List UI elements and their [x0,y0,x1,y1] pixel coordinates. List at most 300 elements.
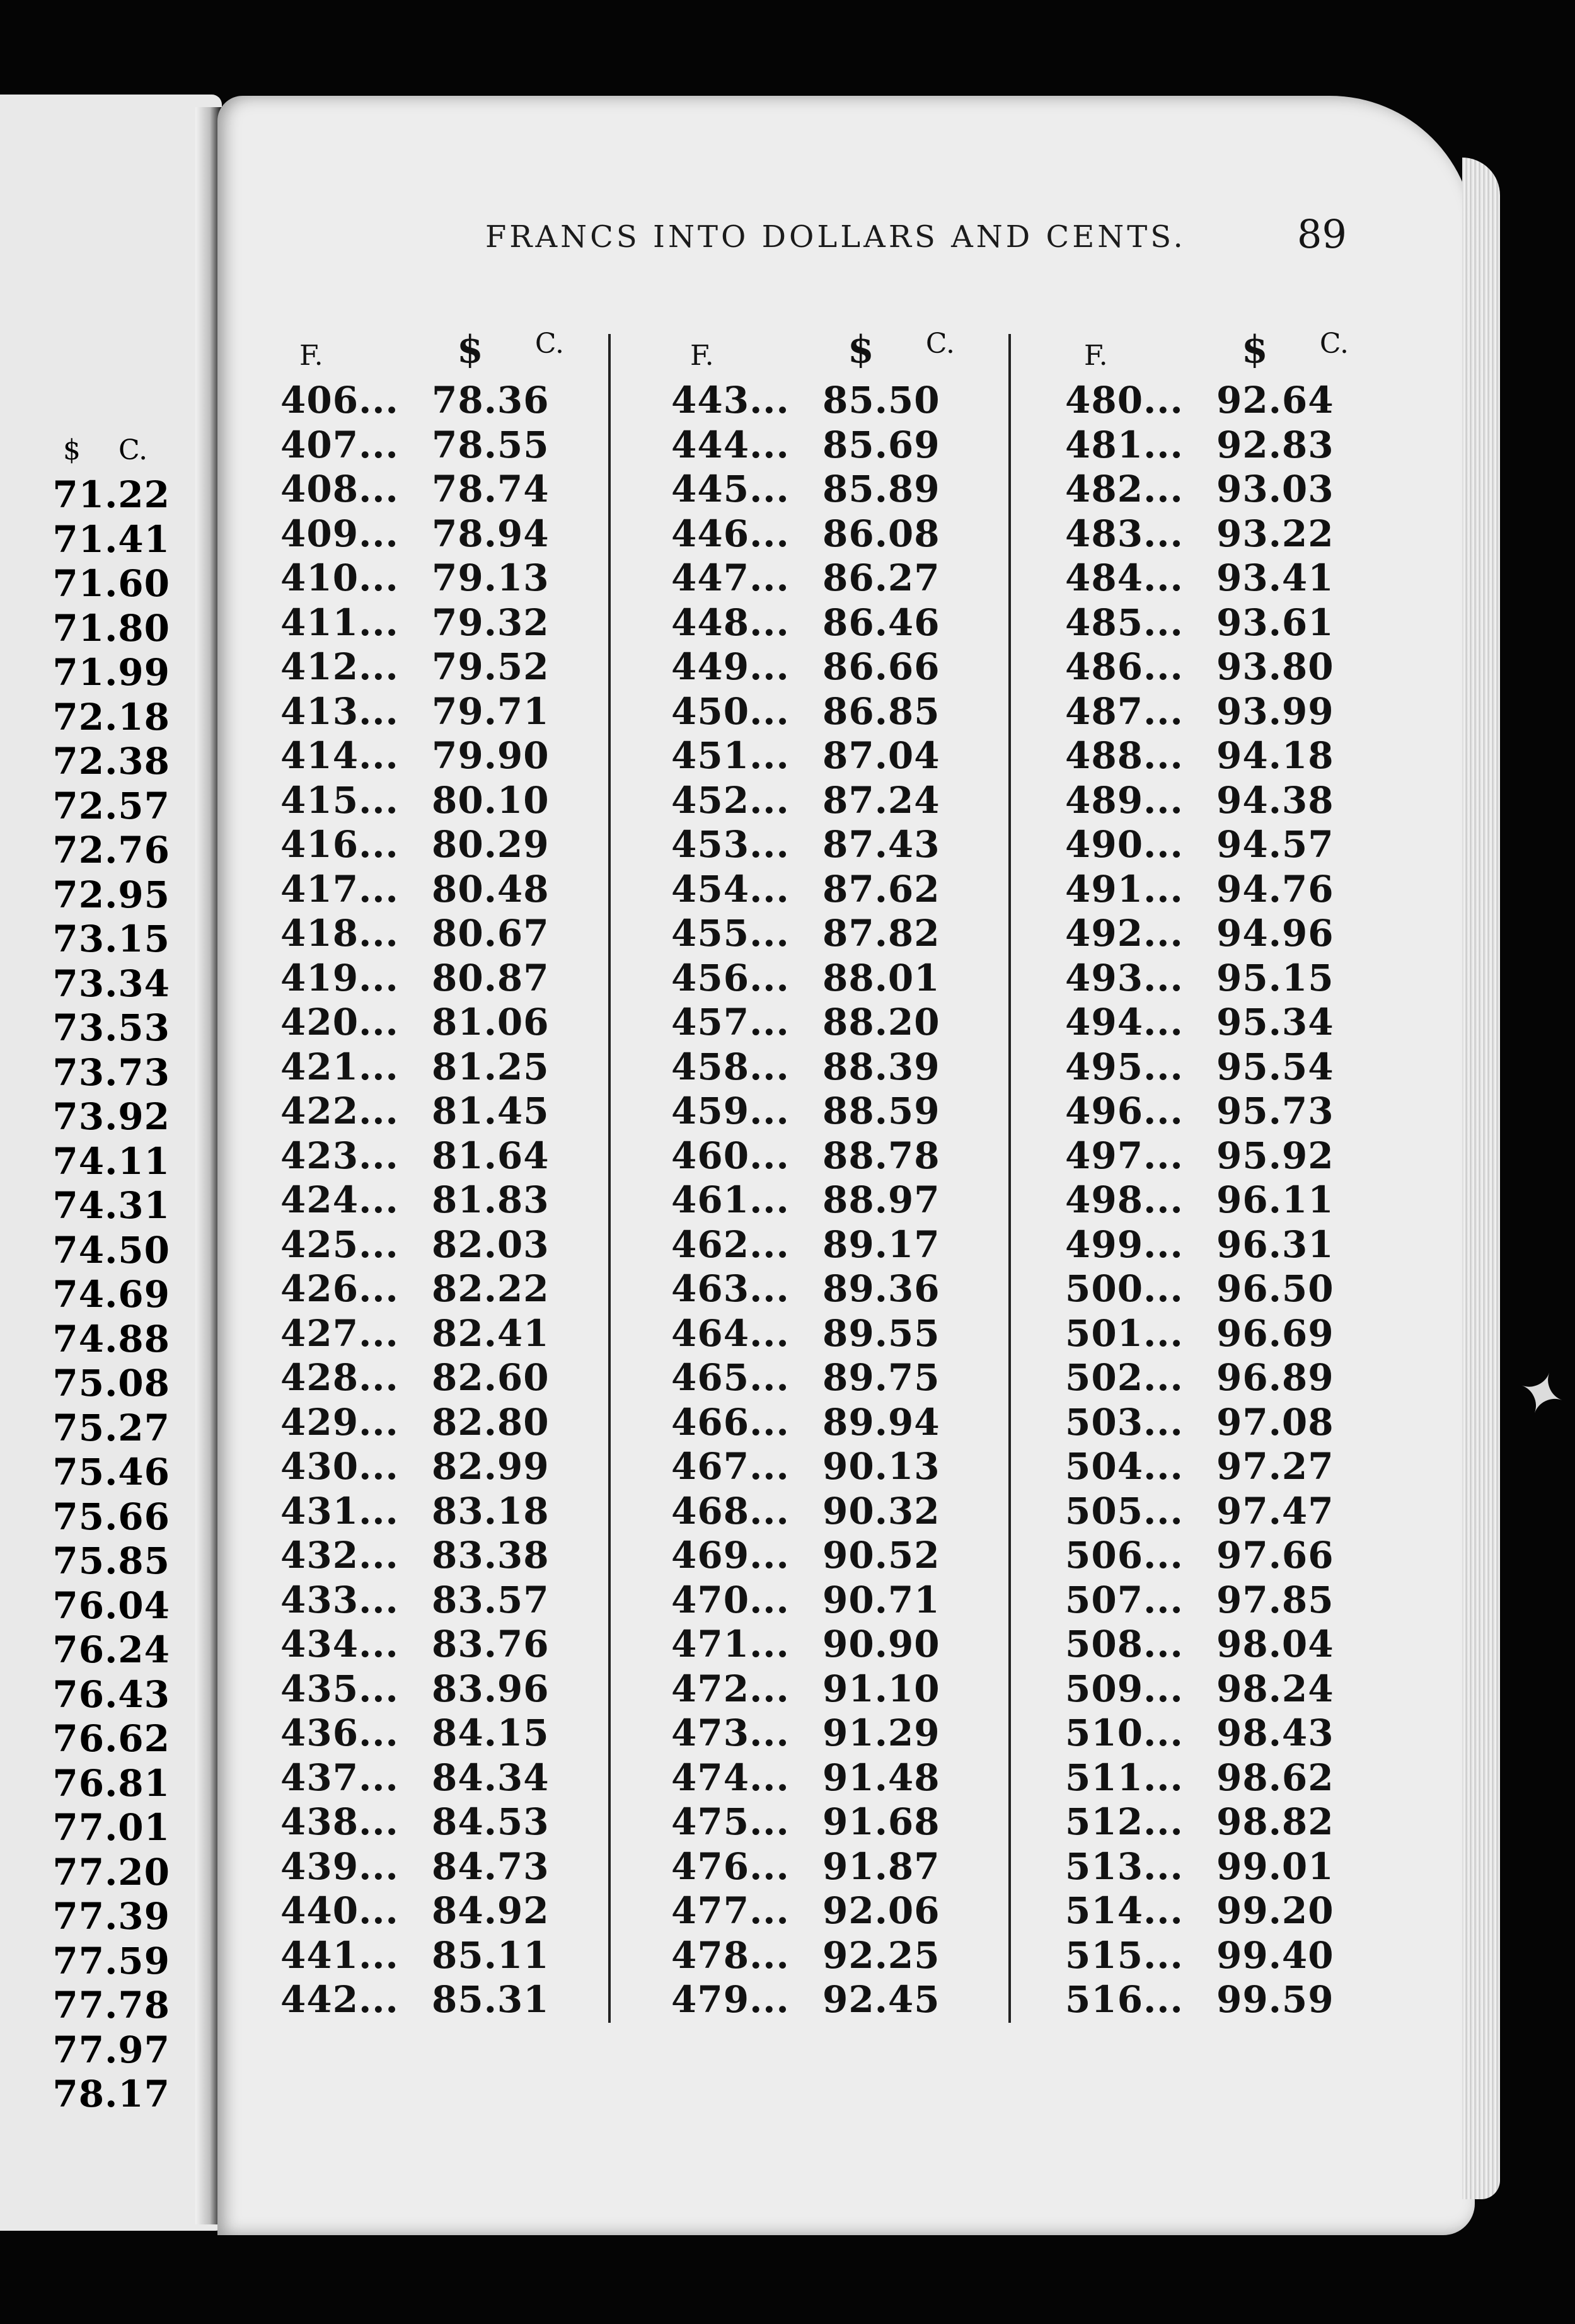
dollars-value: 86.27 [822,556,940,600]
francs-value: 421... [280,1045,399,1088]
facing-page [0,95,222,2231]
table-row [280,378,577,423]
dollars-value: 91.87 [822,1844,940,1888]
dollars-value: 95.34 [1216,1001,1334,1044]
francs-value: 409... [280,512,399,555]
francs-value: 510... [1065,1711,1184,1755]
table-rows [280,378,577,2022]
table-row [671,1178,967,1222]
table-row [1065,1178,1361,1222]
francs-value: 428... [280,1356,399,1400]
table-column-3 [1065,328,1361,2022]
francs-value: 464... [671,1311,790,1355]
table-row [280,1844,577,1889]
table-row [671,689,967,734]
table-row [1065,1355,1361,1400]
table-row [280,1311,577,1356]
table-row [1065,1844,1361,1889]
facing-page-value: 71.22 [52,473,170,517]
facing-page-value: 74.31 [52,1184,170,1228]
table-row [1065,956,1361,1001]
dollar-sign-header: $ [1242,328,1268,372]
francs-value: 507... [1065,1578,1184,1621]
dollars-value: 81.25 [432,1045,550,1088]
francs-value: 488... [1065,734,1184,778]
dollars-value: 99.01 [1216,1844,1334,1888]
table-row [671,1311,967,1356]
table-row [280,512,577,556]
dollars-value: 81.06 [432,1001,550,1044]
dollars-value: 83.76 [432,1623,550,1666]
francs-value: 475... [671,1800,790,1844]
table-row [1065,1222,1361,1267]
francs-value: 410... [280,556,399,600]
francs-value: 445... [671,468,790,511]
francs-value: 418... [280,912,399,955]
francs-value: 449... [671,645,790,689]
facing-page-rows [0,473,195,2117]
table-row [1065,1045,1361,1090]
page-number: 89 [1297,211,1347,257]
dollars-value: 90.13 [822,1445,940,1488]
dollars-cents-header [1216,328,1361,372]
table-row [1065,1134,1361,1178]
table-row [1065,1933,1361,1978]
table-row [671,423,967,468]
dollars-value: 82.99 [432,1445,550,1488]
table-row [280,733,577,778]
table-row [671,1578,967,1623]
facing-page-value: 77.01 [52,1806,170,1849]
dollars-value: 93.03 [1216,468,1334,511]
table-row [1065,512,1361,556]
cents-header: C. [1319,328,1349,360]
dollars-value: 87.82 [822,912,940,955]
francs-value: 426... [280,1267,399,1311]
table-row [1065,1800,1361,1844]
dollars-value: 91.10 [822,1667,940,1710]
francs-value: 407... [280,423,399,466]
francs-value: 411... [280,601,399,644]
francs-value: 408... [280,468,399,511]
table-row [280,1222,577,1267]
francs-value: 467... [671,1445,790,1488]
facing-page-value: 77.59 [52,1939,170,1982]
table-row [1065,423,1361,468]
dollars-value: 79.32 [432,601,550,644]
dollars-value: 87.43 [822,823,940,866]
francs-value: 472... [671,1667,790,1710]
dollars-value: 89.17 [822,1222,940,1266]
francs-value: 456... [671,956,790,999]
facing-page-value: 72.76 [52,829,170,872]
facing-page-value: 76.04 [52,1584,170,1627]
facing-page-value: 75.46 [52,1451,170,1494]
facing-page-value: 72.38 [52,740,170,783]
dollars-value: 82.22 [432,1267,550,1311]
dollars-value: 97.66 [1216,1534,1334,1577]
dollars-value: 78.94 [432,512,550,555]
dollars-value: 93.99 [1216,689,1334,733]
francs-value: 425... [280,1222,399,1266]
table-row [671,1355,967,1400]
page-edges [1462,158,1500,2199]
dollars-value: 92.25 [822,1933,940,1977]
table-row [1065,1267,1361,1311]
table-row [280,1756,577,1800]
table-row [280,867,577,912]
table-row [280,1489,577,1534]
dollars-value: 93.22 [1216,512,1334,555]
francs-value: 441... [280,1933,399,1977]
dollars-value: 92.83 [1216,423,1334,466]
francs-header: F. [299,340,323,372]
table-row [671,778,967,823]
table-row [280,1000,577,1045]
dollars-value: 88.97 [822,1178,940,1222]
table-row [671,1667,967,1711]
facing-page-value: 75.08 [52,1362,170,1405]
francs-value: 434... [280,1623,399,1666]
dollars-value: 81.45 [432,1090,550,1133]
table-row [1065,601,1361,645]
table-row [1065,778,1361,823]
table-row [671,1800,967,1844]
facing-page-value: 74.50 [52,1228,170,1272]
francs-value: 501... [1065,1311,1184,1355]
francs-value: 493... [1065,956,1184,999]
table-row [671,1489,967,1534]
francs-value: 431... [280,1489,399,1533]
dollars-value: 88.20 [822,1001,940,1044]
table-row [280,1134,577,1178]
table-row [671,1000,967,1045]
facing-page-value: 74.11 [52,1139,170,1183]
dollars-value: 90.71 [822,1578,940,1621]
dollars-value: 95.15 [1216,956,1334,999]
facing-page-value: 73.92 [52,1095,170,1139]
dollars-value: 88.59 [822,1090,940,1133]
dollars-value: 96.31 [1216,1222,1334,1266]
table-row [280,1089,577,1134]
table-row [280,1711,577,1756]
dollars-value: 87.04 [822,734,940,778]
dollars-value: 82.03 [432,1222,550,1266]
table-row [671,1400,967,1445]
francs-value: 496... [1065,1090,1184,1133]
table-row [1065,689,1361,734]
facing-page-value: 78.17 [52,2073,170,2116]
table-row [671,378,967,423]
francs-value: 459... [671,1090,790,1133]
table-row [1065,1889,1361,1933]
francs-value: 446... [671,512,790,555]
dollars-value: 84.92 [432,1889,550,1933]
column-header [1065,328,1361,372]
francs-value: 455... [671,912,790,955]
table-row [280,1800,577,1844]
dollars-value: 82.80 [432,1400,550,1444]
dollars-value: 84.34 [432,1756,550,1799]
cents-header: C. [925,328,955,360]
dollars-value: 80.67 [432,912,550,955]
table-row [671,867,967,912]
table-row [1065,1667,1361,1711]
table-row [280,645,577,689]
dollars-value: 89.94 [822,1400,940,1444]
dollars-cents-header [822,328,967,372]
francs-value: 476... [671,1844,790,1888]
column-divider [1008,334,1011,2023]
dollars-value: 98.24 [1216,1667,1334,1710]
facing-page-value: 77.97 [52,2028,170,2071]
table-column-2 [671,328,967,2022]
francs-value: 515... [1065,1933,1184,1977]
table-row [280,1178,577,1222]
francs-value: 471... [671,1623,790,1666]
facing-page-value: 73.34 [52,962,170,1005]
cents-header: C. [534,328,564,360]
francs-value: 443... [671,379,790,422]
dollars-value: 93.61 [1216,601,1334,644]
table-row [671,733,967,778]
dollars-value: 96.50 [1216,1267,1334,1311]
francs-value: 495... [1065,1045,1184,1088]
table-row [1065,1622,1361,1667]
dollars-value: 88.39 [822,1045,940,1088]
table-row [671,1977,967,2022]
dollars-value: 87.62 [822,867,940,911]
dollars-value: 95.73 [1216,1090,1334,1133]
francs-header: F. [1084,340,1108,372]
table-row [671,1045,967,1090]
francs-value: 442... [280,1978,399,2022]
dollars-value: 81.64 [432,1134,550,1177]
table-row [1065,1533,1361,1578]
table-rows [1065,378,1361,2022]
table-row [671,601,967,645]
dollars-value: 85.89 [822,468,940,511]
francs-value: 474... [671,1756,790,1799]
dollars-value: 80.10 [432,778,550,822]
dollars-value: 89.36 [822,1267,940,1311]
dollars-value: 80.87 [432,956,550,999]
dollars-value: 84.15 [432,1711,550,1755]
table-row [280,423,577,468]
francs-value: 420... [280,1001,399,1044]
facing-page-value: 76.24 [52,1628,170,1672]
dollars-value: 99.59 [1216,1978,1334,2022]
dollars-value: 91.48 [822,1756,940,1799]
scan-artifact: ✦ [1508,1355,1575,1434]
table-row [1065,1311,1361,1356]
table-row [671,1622,967,1667]
table-row [1065,1578,1361,1623]
dollar-sign-header: $ [848,328,874,372]
table-row [280,556,577,601]
francs-value: 500... [1065,1267,1184,1311]
francs-value: 454... [671,867,790,911]
facing-dollar-header: $ [63,434,81,466]
francs-value: 453... [671,823,790,866]
dollars-value: 92.06 [822,1889,940,1933]
facing-page-value: 73.15 [52,918,170,961]
table-row [671,956,967,1001]
table-row [671,1267,967,1311]
table-row [1065,1977,1361,2022]
francs-value: 509... [1065,1667,1184,1710]
table-row [280,689,577,734]
dollars-value: 92.45 [822,1978,940,2022]
dollars-value: 92.64 [1216,379,1334,422]
dollars-value: 90.52 [822,1534,940,1577]
francs-value: 477... [671,1889,790,1933]
dollars-value: 89.55 [822,1311,940,1355]
francs-value: 489... [1065,778,1184,822]
francs-value: 430... [280,1445,399,1488]
table-row [280,1889,577,1933]
dollars-value: 86.66 [822,645,940,689]
francs-value: 462... [671,1222,790,1266]
table-row [1065,867,1361,912]
francs-value: 505... [1065,1489,1184,1533]
facing-page-value: 75.85 [52,1539,170,1583]
francs-value: 512... [1065,1800,1184,1844]
francs-value: 450... [671,689,790,733]
column-header [671,328,967,372]
francs-value: 478... [671,1933,790,1977]
column-header [280,328,577,372]
francs-value: 503... [1065,1400,1184,1444]
table-row [1065,378,1361,423]
dollars-value: 85.50 [822,379,940,422]
francs-value: 417... [280,867,399,911]
facing-page-value: 77.39 [52,1895,170,1938]
dollars-value: 83.18 [432,1489,550,1533]
francs-value: 502... [1065,1356,1184,1400]
francs-value: 436... [280,1711,399,1755]
dollars-value: 99.20 [1216,1889,1334,1933]
facing-page-value: 71.60 [52,562,170,606]
francs-value: 439... [280,1844,399,1888]
francs-value: 419... [280,956,399,999]
table-row [280,1977,577,2022]
table-row [280,822,577,867]
dollars-value: 84.73 [432,1844,550,1888]
facing-page-value: 74.88 [52,1317,170,1360]
table-row [671,1089,967,1134]
dollars-value: 88.01 [822,956,940,999]
francs-value: 458... [671,1045,790,1088]
facing-cents-header: C. [118,434,148,466]
dollars-value: 94.57 [1216,823,1334,866]
table-row [671,512,967,556]
dollars-value: 94.96 [1216,912,1334,955]
francs-value: 447... [671,556,790,600]
dollars-value: 79.90 [432,734,550,778]
table-row [280,1267,577,1311]
dollars-value: 93.80 [1216,645,1334,689]
francs-value: 506... [1065,1534,1184,1577]
francs-value: 444... [671,423,790,466]
dollars-value: 78.36 [432,379,550,422]
facing-page-value: 77.78 [52,1984,170,2027]
francs-value: 479... [671,1978,790,2022]
table-row [1065,1000,1361,1045]
dollars-value: 83.96 [432,1667,550,1710]
francs-value: 492... [1065,912,1184,955]
francs-value: 473... [671,1711,790,1755]
francs-value: 483... [1065,512,1184,555]
dollars-value: 94.38 [1216,778,1334,822]
francs-value: 452... [671,778,790,822]
table-row [671,645,967,689]
dollars-value: 98.04 [1216,1623,1334,1666]
table-row [1065,1711,1361,1756]
facing-page-value: 73.53 [52,1006,170,1050]
dollars-value: 99.40 [1216,1933,1334,1977]
dollars-value: 96.11 [1216,1178,1334,1222]
francs-value: 416... [280,823,399,866]
dollars-value: 86.46 [822,601,940,644]
table-row [280,1578,577,1623]
francs-value: 463... [671,1267,790,1311]
dollars-value: 94.18 [1216,734,1334,778]
table-row [671,467,967,512]
table-row [671,556,967,601]
facing-page-value: 74.69 [52,1273,170,1316]
running-head: FRANCS INTO DOLLARS AND CENTS. [485,219,1186,255]
dollars-value: 78.55 [432,423,550,466]
table-row [671,1889,967,1933]
francs-value: 438... [280,1800,399,1844]
dollars-value: 94.76 [1216,867,1334,911]
francs-value: 423... [280,1134,399,1177]
dollar-sign-header: $ [457,328,483,372]
table-row [280,1400,577,1445]
francs-value: 487... [1065,689,1184,733]
francs-value: 482... [1065,468,1184,511]
dollars-value: 87.24 [822,778,940,822]
francs-value: 481... [1065,423,1184,466]
francs-value: 432... [280,1534,399,1577]
francs-value: 451... [671,734,790,778]
facing-page-value: 76.43 [52,1672,170,1716]
table-row [280,956,577,1001]
dollars-value: 85.31 [432,1978,550,2022]
table-row [1065,1489,1361,1534]
table-row [1065,556,1361,601]
table-row [280,1533,577,1578]
francs-value: 468... [671,1489,790,1533]
francs-value: 504... [1065,1445,1184,1488]
dollars-value: 81.83 [432,1178,550,1222]
dollars-value: 93.41 [1216,556,1334,600]
francs-value: 422... [280,1090,399,1133]
dollars-value: 91.68 [822,1800,940,1844]
table-row [671,1222,967,1267]
table-row [280,1667,577,1711]
francs-value: 485... [1065,601,1184,644]
facing-page-value: 71.99 [52,651,170,694]
table-column-1 [280,328,577,2022]
dollars-value: 83.57 [432,1578,550,1621]
francs-value: 457... [671,1001,790,1044]
facing-page-value: 76.81 [52,1761,170,1805]
francs-value: 494... [1065,1001,1184,1044]
table-row [280,601,577,645]
facing-page-value: 75.27 [52,1406,170,1449]
